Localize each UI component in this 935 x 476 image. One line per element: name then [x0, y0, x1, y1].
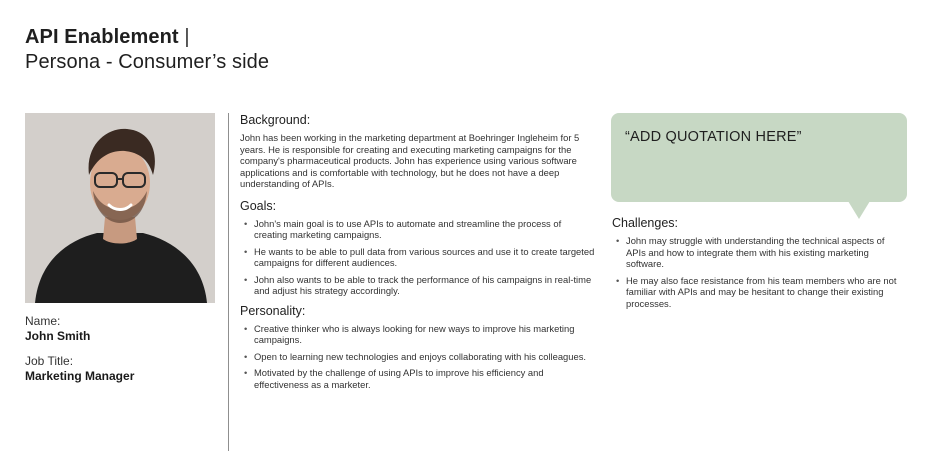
persona-photo — [25, 113, 215, 303]
background-heading: Background: — [240, 113, 311, 127]
list-item: • Open to learning new technologies and enjoys collaborating with his colleagues. — [240, 351, 596, 363]
list-item: • John may struggle with understanding the technical aspects of APIs and how to integrate them with his existing marketing software. — [612, 235, 902, 270]
list-item: • He wants to be able to pull data from various sources and use it to create targeted campaigns for different audiences. — [240, 246, 596, 269]
personality-section — [240, 304, 596, 391]
personality-heading: Personality: — [240, 303, 306, 318]
list-item: • Motivated by the challenge of using APIs to improve his efficiency and effectiveness as a marketer. — [240, 367, 596, 390]
list-item: • John also wants to be able to track the performance of his campaigns in real-time and adjust his strategy accordingly. — [240, 274, 596, 297]
page-title — [25, 25, 269, 75]
goals-section — [240, 199, 596, 297]
personality-list — [240, 323, 596, 391]
person-portrait-icon — [25, 113, 215, 303]
background-section — [240, 113, 596, 190]
column-divider — [228, 113, 229, 451]
name-value: John Smith — [25, 329, 91, 343]
title-main: API Enablement — [25, 26, 179, 48]
challenges-section — [612, 216, 902, 316]
challenges-list — [612, 235, 902, 309]
name-label: Name: — [25, 314, 61, 328]
quote-text: “ADD QUOTATION HERE” — [625, 129, 802, 145]
job-title-label: Job Title: — [25, 354, 74, 368]
job-title-value: Marketing Manager — [25, 369, 135, 383]
persona-details — [240, 113, 596, 397]
list-item: • Creative thinker who is always looking for new ways to improve his marketing campaigns. — [240, 323, 596, 346]
challenges-heading: Challenges: — [612, 216, 679, 230]
list-item: • He may also face resistance from his team members who are not familiar with APIs and may be hesitant to change their existing processes. — [612, 275, 902, 310]
title-separator: | — [184, 26, 190, 48]
goals-list — [240, 218, 596, 297]
page-subtitle: Persona - Consumer’s side — [25, 51, 270, 73]
list-item: • John's main goal is to use APIs to automate and streamline the process of creating marketing campaigns. — [240, 218, 596, 241]
quote-bubble — [611, 113, 907, 202]
background-text: John has been working in the marketing department at Boehringer Ingleheim for 5 years. He is responsible for creating and executing marketing campaigns for the company's pharmaceutical products. John has experience using various software applications and is comfortable with technology, but he does not have a deep understanding of APIs. — [240, 132, 580, 189]
goals-heading: Goals: — [240, 198, 277, 213]
